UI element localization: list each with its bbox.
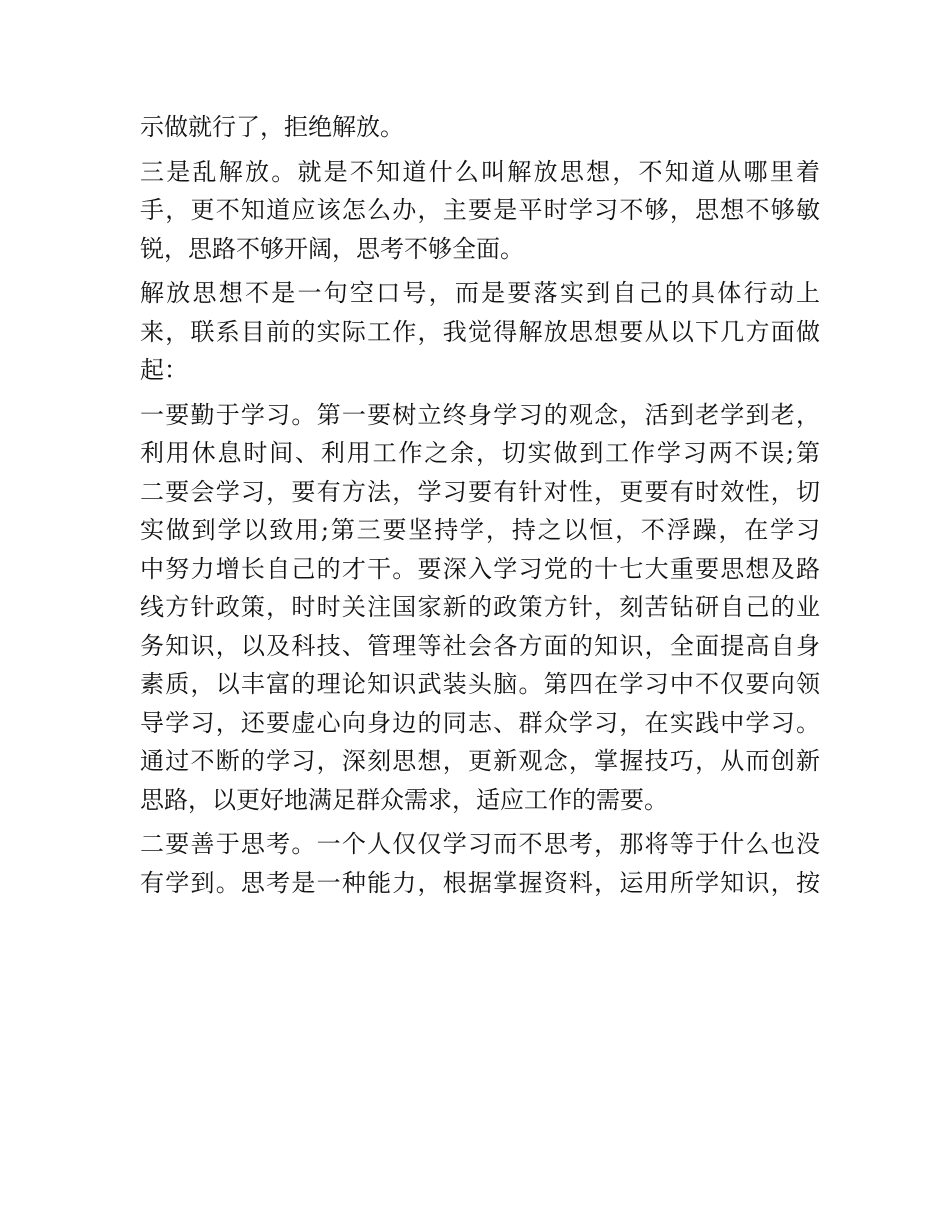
- text-line: 解放思想不是一句空口号，而是要落实到自己的具体行动上: [140, 279, 820, 307]
- text-line: 导学习，还要虚心向身边的同志、群众学习，在实践中学习。: [140, 708, 820, 737]
- text-line: 二要善于思考。一个人仅仅学习而不思考，那将等于什么也没: [140, 830, 820, 858]
- text-line: 一要勤于学习。第一要树立终身学习的观念，活到老学到老，: [140, 400, 820, 429]
- text-line: 三是乱解放。就是不知道什么叫解放思想，不知道从哪里着: [140, 157, 820, 186]
- text-line: 素质，以丰富的理论知识武装头脑。第四在学习中不仅要向领: [140, 670, 820, 698]
- text-line: 线方针政策，时时关注国家新的政策方针，刻苦钻研自己的业: [140, 593, 820, 621]
- text-line: 利用休息时间、利用工作之余，切实做到工作学习两不误;第: [140, 439, 820, 467]
- text-line: 示做就行了，拒绝解放。: [140, 113, 404, 141]
- text-line: 锐，思路不够开阔，思考不够全面。: [140, 234, 524, 263]
- text-line: 起：: [140, 356, 188, 384]
- text-line: 手，更不知道应该怎么办，主要是平时学习不够，思想不够敏: [140, 196, 820, 224]
- text-line: 务知识，以及科技、管理等社会各方面的知识，全面提高自身: [140, 631, 820, 660]
- text-line: 实做到学以致用;第三要坚持学，持之以恒，不浮躁，在学习: [140, 516, 820, 544]
- text-line: 来，联系目前的实际工作，我觉得解放思想要从以下几方面做: [140, 317, 820, 346]
- text-line: 有学到。思考是一种能力，根据掌握资料，运用所学知识，按: [140, 868, 820, 897]
- document-body: [140, 108, 820, 902]
- text-line: 思路，以更好地满足群众需求，适应工作的需要。: [140, 785, 668, 814]
- text-line: 二要会学习，要有方法，学习要有针对性，更要有时效性，切: [140, 477, 820, 506]
- text-line: 通过不断的学习，深刻思想，更新观念，掌握技巧，从而创新: [140, 747, 820, 775]
- text-line: 中努力增长自己的才干。要深入学习党的十七大重要思想及路: [140, 554, 820, 583]
